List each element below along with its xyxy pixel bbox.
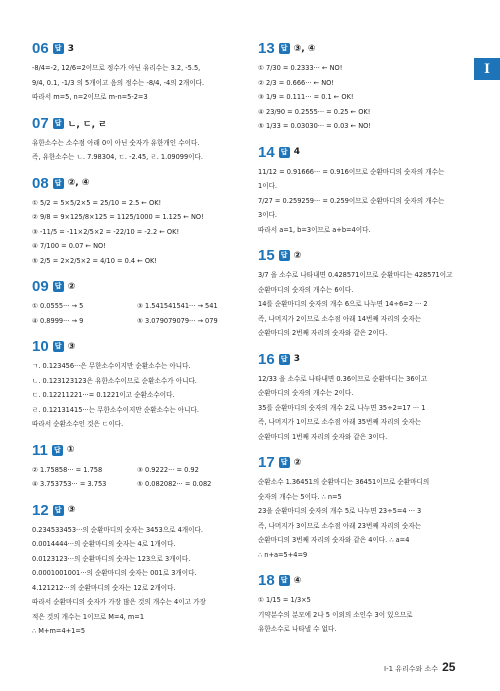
problem-number: 07 — [32, 114, 49, 132]
solution-line: 3이다. — [258, 211, 278, 219]
answer-tag-icon: 답 — [53, 178, 64, 189]
solution-line: 9/4, 0.1, -1/3 의 5개이고 음의 정수는 -8/4, -4의 2개이다. — [32, 78, 205, 87]
answer-tag-icon: 답 — [53, 118, 64, 129]
solution-line: 유한소수로 나타낼 수 없다. — [258, 625, 337, 633]
solution-line: ① 1/15 = 1/3×5 — [258, 596, 311, 604]
answer-tag-icon: 답 — [279, 250, 290, 261]
solution-line: 11/12 = 0.91666··· = 0.916이므로 순환마디의 숫자의 개수는 — [258, 167, 445, 176]
answer-tag-icon: 답 — [279, 457, 290, 468]
problem-number: 15 — [258, 247, 275, 264]
solution-line: 1이다. — [258, 182, 278, 190]
answer: ③ — [67, 341, 76, 352]
solution-line: 순환마디의 숫자의 개수는 6이다. — [258, 285, 354, 294]
problem-number: 10 — [32, 338, 49, 355]
choice-item: ① 0.0555··· → 5 — [32, 302, 84, 310]
solution-line: 4.121212···의 순환마디의 숫자는 12로 2개이다. — [32, 583, 176, 592]
problem-14 — [258, 144, 473, 238]
solution-line: 14를 순환마디의 숫자의 개수 6으로 나누면 14÷6=2 ··· 2 — [258, 300, 428, 308]
solution-line: 즉, 나머지가 2이므로 소수점 아래 14번째 자리의 숫자는 — [258, 314, 422, 323]
answer-tag-icon: 답 — [279, 354, 290, 365]
solution-line: 0.234533453···의 순환마디의 숫자는 3453으로 4개이다. — [32, 525, 203, 534]
solution-line: -8/4=-2, 12/6=2이므로 정수가 아닌 유리수는 3.2, -5.5, — [32, 64, 201, 72]
solution-line: 즉, 유한소수는 ㄴ. 7.98304, ㄷ. -2.45, ㄹ. 1.09099이다. — [32, 153, 204, 161]
solution-line: ② 2/3 = 0.666··· ← NO! — [258, 78, 334, 87]
answer-tag-icon: 답 — [279, 43, 290, 54]
page-footer — [384, 660, 455, 674]
answer-tag-icon: 답 — [53, 505, 64, 516]
answer: 3 — [293, 354, 300, 364]
page-number: 25 — [442, 660, 456, 674]
solution-line: ㄱ. 0.123456···은 무한소수이지만 순환소수는 아니다. — [32, 362, 191, 370]
left-column — [32, 40, 252, 649]
choice-item: ④ 0.8999··· → 9 — [32, 316, 84, 325]
choice-item: ② 1.75858··· = 1.758 — [32, 465, 103, 474]
solution-line: 따라서 a=1, b=3이므로 a+b=4이다. — [258, 225, 371, 234]
solution-line: 0.0001001001···의 순환마디의 숫자는 001로 3개이다. — [32, 569, 197, 577]
problem-06 — [32, 40, 252, 105]
answer-tag-icon: 답 — [52, 445, 63, 456]
solution-line: ③ 1/9 = 0.111··· = 0.1 ← OK! — [258, 93, 354, 101]
solution-line: 순환마디의 숫자의 개수는 2이다. — [258, 389, 354, 397]
problem-number: 13 — [258, 40, 275, 57]
solution-line: ∴ n+a=5+4=9 — [258, 550, 308, 559]
solution-line: 3/7 을 소수로 나타내면 0.428571이므로 순환마디는 428571이고 — [258, 271, 453, 279]
choice-item: ④ 3.753753··· = 3.753 — [32, 480, 107, 488]
choice-item: ③ 1.541541541··· → 541 — [137, 302, 218, 310]
answer: ④ — [293, 575, 302, 586]
answer: ② — [293, 457, 302, 468]
solution-line: 숫자의 개수는 5이다. ∴ n=5 — [258, 492, 342, 501]
right-column — [258, 40, 473, 647]
footer-chapter: I-1 유리수와 소수 — [384, 665, 439, 673]
solution-line: 유한소수는 소수점 아래 0이 아닌 숫자가 유한개인 수이다. — [32, 138, 200, 147]
solution-line: 기약분수의 분모에 2나 5 이외의 소인수 3이 있으므로 — [258, 610, 413, 619]
answer: 3 — [67, 43, 74, 54]
solution-line: ① 5/2 = 5×5/2×5 = 25/10 = 2.5 ← OK! — [32, 198, 162, 207]
problem-number: 08 — [32, 174, 49, 192]
problem-17 — [258, 454, 473, 562]
solution-line: 순환소수 1.36451의 순환마디는 36451이므로 순환마디의 — [258, 478, 430, 486]
solution-line: 따라서 순환소수인 것은 ㄷ이다. — [32, 420, 124, 428]
problem-07 — [32, 115, 252, 165]
solution-line: ㄷ. 0.12211221···= 0.1221이고 순환소수이다. — [32, 391, 175, 399]
solution-line: ③ -11/5 = -11×2/5×2 = -22/10 = -2.2 ← OK! — [32, 227, 180, 236]
solution-line: 적은 것의 개수는 1이므로 M=4, m=1 — [32, 612, 145, 621]
problem-08 — [32, 175, 252, 269]
solution-line: 순환마디의 2번째 자리의 숫자와 같은 2이다. — [258, 329, 388, 337]
solution-line: 7/27 = 0.259259··· = 0.259이므로 순환마디의 숫자의 개수는 — [258, 196, 445, 205]
solution-line: 따라서 순환마디의 숫자가 가장 많은 것의 개수는 4이고 가장 — [32, 598, 206, 606]
solution-line: ④ 23/90 = 0.2555··· = 0.25 ← OK! — [258, 107, 371, 116]
problem-16 — [258, 351, 473, 445]
problem-09 — [32, 278, 252, 328]
answer: ② — [293, 250, 302, 261]
answer-tag-icon: 답 — [53, 43, 64, 54]
problem-number: 17 — [258, 454, 275, 471]
answer: ② — [67, 281, 76, 292]
solution-line: 순환마디의 3번째 자리의 숫자와 같은 4이다. ∴ a=4 — [258, 536, 410, 544]
answer-tag-icon: 답 — [279, 575, 290, 586]
answer: ① — [66, 445, 75, 455]
choice-item: ⑤ 3.079079079··· → 079 — [137, 316, 218, 325]
answer: ③ — [67, 505, 76, 515]
solution-line: 12/33 을 소수로 나타내면 0.36이므로 순환마디는 36이고 — [258, 374, 428, 383]
problem-number: 06 — [32, 40, 49, 57]
problem-18 — [258, 572, 473, 637]
problem-number: 18 — [258, 572, 275, 589]
answer: 4 — [293, 147, 300, 157]
solution-line: ④ 7/100 = 0.07 ← NO! — [32, 242, 106, 250]
solution-line: 35를 순환마디의 숫자의 개수 2로 나누면 35÷2=17 ··· 1 — [258, 403, 426, 412]
answer-tag-icon: 답 — [279, 147, 290, 158]
solution-line: 즉, 나머지가 1이므로 소수점 아래 35번째 자리의 숫자는 — [258, 418, 422, 426]
solution-line: 0.0014444···의 순환마디의 숫자는 4로 1개이다. — [32, 540, 176, 548]
solution-line: ⑤ 2/5 = 2×2/5×2 = 4/10 = 0.4 ← OK! — [32, 256, 157, 265]
answer: ③, ④ — [293, 43, 316, 54]
problem-number: 16 — [258, 350, 275, 368]
solution-line: 즉, 나머지가 3이므로 소수점 아래 23번째 자리의 숫자는 — [258, 521, 422, 530]
solution-line: ② 9/8 = 9×125/8×125 = 1125/1000 = 1.125 ← NO! — [32, 213, 204, 221]
problem-13 — [258, 40, 473, 134]
answer: ㄴ, ㄷ, ㄹ — [67, 119, 107, 130]
problem-number: 14 — [258, 143, 275, 161]
choice-item: ⑤ 0.082082··· = 0.082 — [137, 480, 212, 488]
solution-line: 23을 순환마디의 숫자의 개수 5로 나누면 23÷5=4 ··· 3 — [258, 507, 422, 515]
choice-item: ③ 0.9222··· = 0.92 — [137, 465, 199, 474]
solution-line: ⑤ 1/33 = 0.03030··· = 0.03 ← NO! — [258, 122, 371, 130]
solution-line: ① 7/30 = 0.2333··· ← NO! — [258, 64, 343, 72]
answer: ②, ④ — [67, 178, 90, 188]
solution-line: ㄹ. 0.12131415···는 무한소수이지만 순환소수는 아니다. — [32, 405, 199, 414]
solution-line: ㄴ. 0.123123123은 유한소수이므로 순환소수가 아니다. — [32, 376, 197, 385]
solution-line: 0.0123123···의 순환마디의 숫자는 123으로 3개이다. — [32, 554, 191, 563]
solution-line: ∴ M+m=4+1=5 — [32, 627, 86, 635]
problem-number: 11 — [32, 441, 48, 459]
problem-10 — [32, 338, 252, 432]
solution-line: 순환마디의 1번째 자리의 숫자와 같은 3이다. — [258, 432, 388, 441]
problem-15 — [258, 247, 473, 341]
answer-tag-icon: 답 — [53, 341, 64, 352]
problem-number: 09 — [32, 278, 49, 295]
problem-11 — [32, 442, 252, 492]
problem-12 — [32, 502, 252, 639]
answer-tag-icon: 답 — [53, 281, 64, 292]
problem-number: 12 — [32, 501, 49, 519]
chapter-side-tab: I — [474, 58, 500, 80]
solution-line: 따라서 m=5, n=2이므로 m-n=5-2=3 — [32, 93, 148, 101]
